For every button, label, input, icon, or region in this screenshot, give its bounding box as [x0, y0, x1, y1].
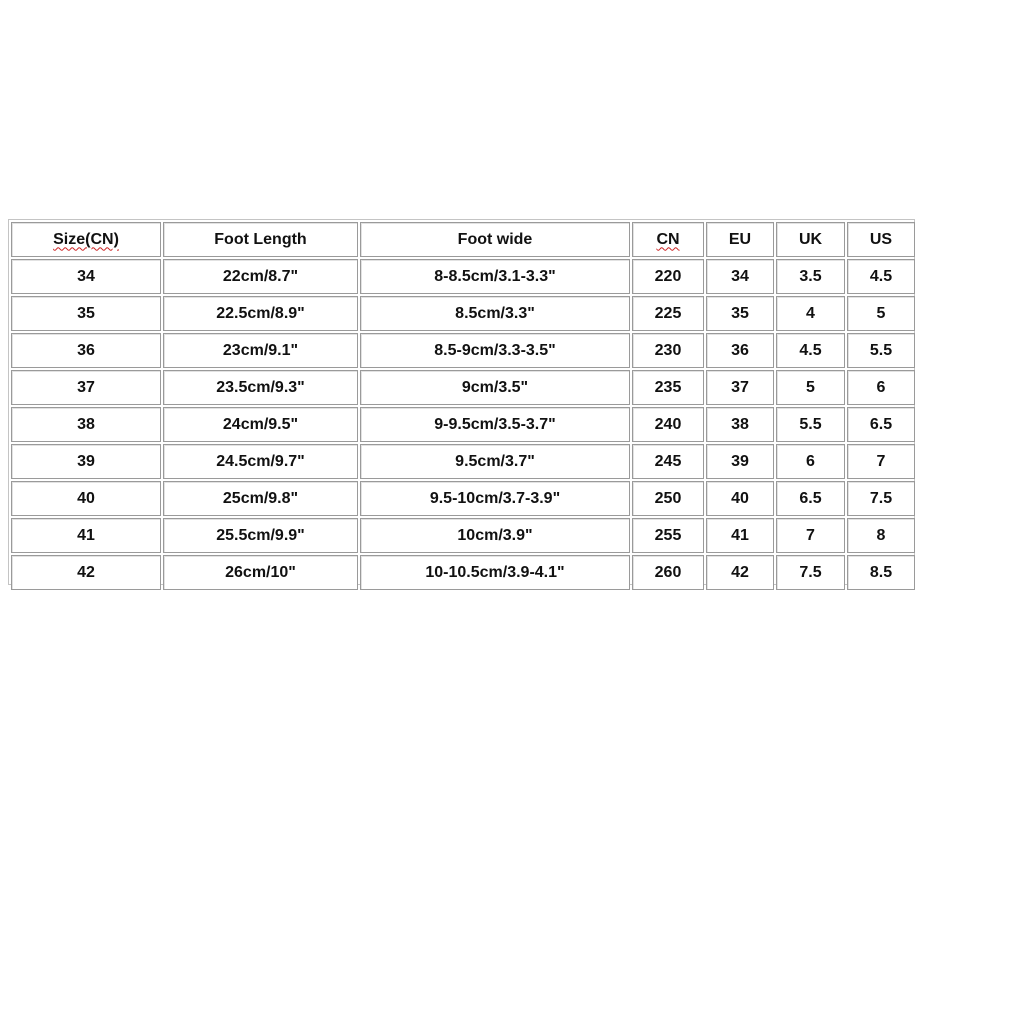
- cell-size-cn: 40: [11, 481, 161, 516]
- header-us: US: [847, 222, 915, 257]
- size-chart-table: [9, 220, 917, 592]
- cell-eu: 37: [706, 370, 774, 405]
- cell-us: 4.5: [847, 259, 915, 294]
- cell-size-cn: 42: [11, 555, 161, 590]
- cell-foot-wide: 8-8.5cm/3.1-3.3": [360, 259, 630, 294]
- header-uk: UK: [776, 222, 845, 257]
- cell-uk: 7: [776, 518, 845, 553]
- cell-size-cn: 35: [11, 296, 161, 331]
- cell-cn: 230: [632, 333, 704, 368]
- cell-foot-wide: 9.5cm/3.7": [360, 444, 630, 479]
- cell-size-cn: 39: [11, 444, 161, 479]
- cell-foot-length: 23cm/9.1": [163, 333, 358, 368]
- cell-eu: 35: [706, 296, 774, 331]
- table-row: [11, 555, 915, 590]
- cell-foot-wide: 9-9.5cm/3.5-3.7": [360, 407, 630, 442]
- cell-uk: 5: [776, 370, 845, 405]
- cell-eu: 38: [706, 407, 774, 442]
- cell-eu: 34: [706, 259, 774, 294]
- cell-uk: 7.5: [776, 555, 845, 590]
- table-row: [11, 518, 915, 553]
- cell-us: 8: [847, 518, 915, 553]
- cell-us: 8.5: [847, 555, 915, 590]
- header-foot-length: Foot Length: [163, 222, 358, 257]
- header-cn: [632, 222, 704, 257]
- header-eu: EU: [706, 222, 774, 257]
- cell-size-cn: 38: [11, 407, 161, 442]
- cell-foot-length: 24.5cm/9.7": [163, 444, 358, 479]
- cell-size-cn: 34: [11, 259, 161, 294]
- cell-cn: 260: [632, 555, 704, 590]
- cell-foot-length: 22cm/8.7": [163, 259, 358, 294]
- cell-eu: 39: [706, 444, 774, 479]
- table-row: [11, 259, 915, 294]
- cell-cn: 220: [632, 259, 704, 294]
- cell-us: 6: [847, 370, 915, 405]
- cell-eu: 41: [706, 518, 774, 553]
- cell-cn: 235: [632, 370, 704, 405]
- cell-foot-wide: 10-10.5cm/3.9-4.1": [360, 555, 630, 590]
- cell-uk: 5.5: [776, 407, 845, 442]
- cell-size-cn: 37: [11, 370, 161, 405]
- cell-foot-length: 24cm/9.5": [163, 407, 358, 442]
- header-size-cn-label: Size(CN): [53, 230, 119, 248]
- size-chart-container: [8, 219, 915, 585]
- cell-uk: 3.5: [776, 259, 845, 294]
- cell-eu: 36: [706, 333, 774, 368]
- cell-uk: 6: [776, 444, 845, 479]
- cell-us: 7: [847, 444, 915, 479]
- header-cn-label: CN: [656, 230, 680, 248]
- cell-us: 6.5: [847, 407, 915, 442]
- header-size-cn: [11, 222, 161, 257]
- cell-eu: 40: [706, 481, 774, 516]
- cell-foot-length: 22.5cm/8.9": [163, 296, 358, 331]
- cell-foot-wide: 9cm/3.5": [360, 370, 630, 405]
- cell-us: 7.5: [847, 481, 915, 516]
- cell-uk: 4: [776, 296, 845, 331]
- cell-cn: 245: [632, 444, 704, 479]
- cell-cn: 240: [632, 407, 704, 442]
- cell-size-cn: 41: [11, 518, 161, 553]
- cell-uk: 4.5: [776, 333, 845, 368]
- cell-foot-wide: 9.5-10cm/3.7-3.9": [360, 481, 630, 516]
- cell-eu: 42: [706, 555, 774, 590]
- cell-size-cn: 36: [11, 333, 161, 368]
- table-row: [11, 481, 915, 516]
- table-row: [11, 296, 915, 331]
- cell-foot-wide: 10cm/3.9": [360, 518, 630, 553]
- table-row: [11, 333, 915, 368]
- cell-foot-wide: 8.5cm/3.3": [360, 296, 630, 331]
- table-row: [11, 370, 915, 405]
- cell-foot-length: 26cm/10": [163, 555, 358, 590]
- cell-foot-length: 23.5cm/9.3": [163, 370, 358, 405]
- cell-foot-length: 25.5cm/9.9": [163, 518, 358, 553]
- header-foot-wide: Foot wide: [360, 222, 630, 257]
- cell-cn: 250: [632, 481, 704, 516]
- header-row: [11, 222, 915, 257]
- cell-cn: 255: [632, 518, 704, 553]
- cell-cn: 225: [632, 296, 704, 331]
- cell-foot-wide: 8.5-9cm/3.3-3.5": [360, 333, 630, 368]
- table-row: [11, 444, 915, 479]
- cell-uk: 6.5: [776, 481, 845, 516]
- cell-foot-length: 25cm/9.8": [163, 481, 358, 516]
- cell-us: 5.5: [847, 333, 915, 368]
- cell-us: 5: [847, 296, 915, 331]
- table-row: [11, 407, 915, 442]
